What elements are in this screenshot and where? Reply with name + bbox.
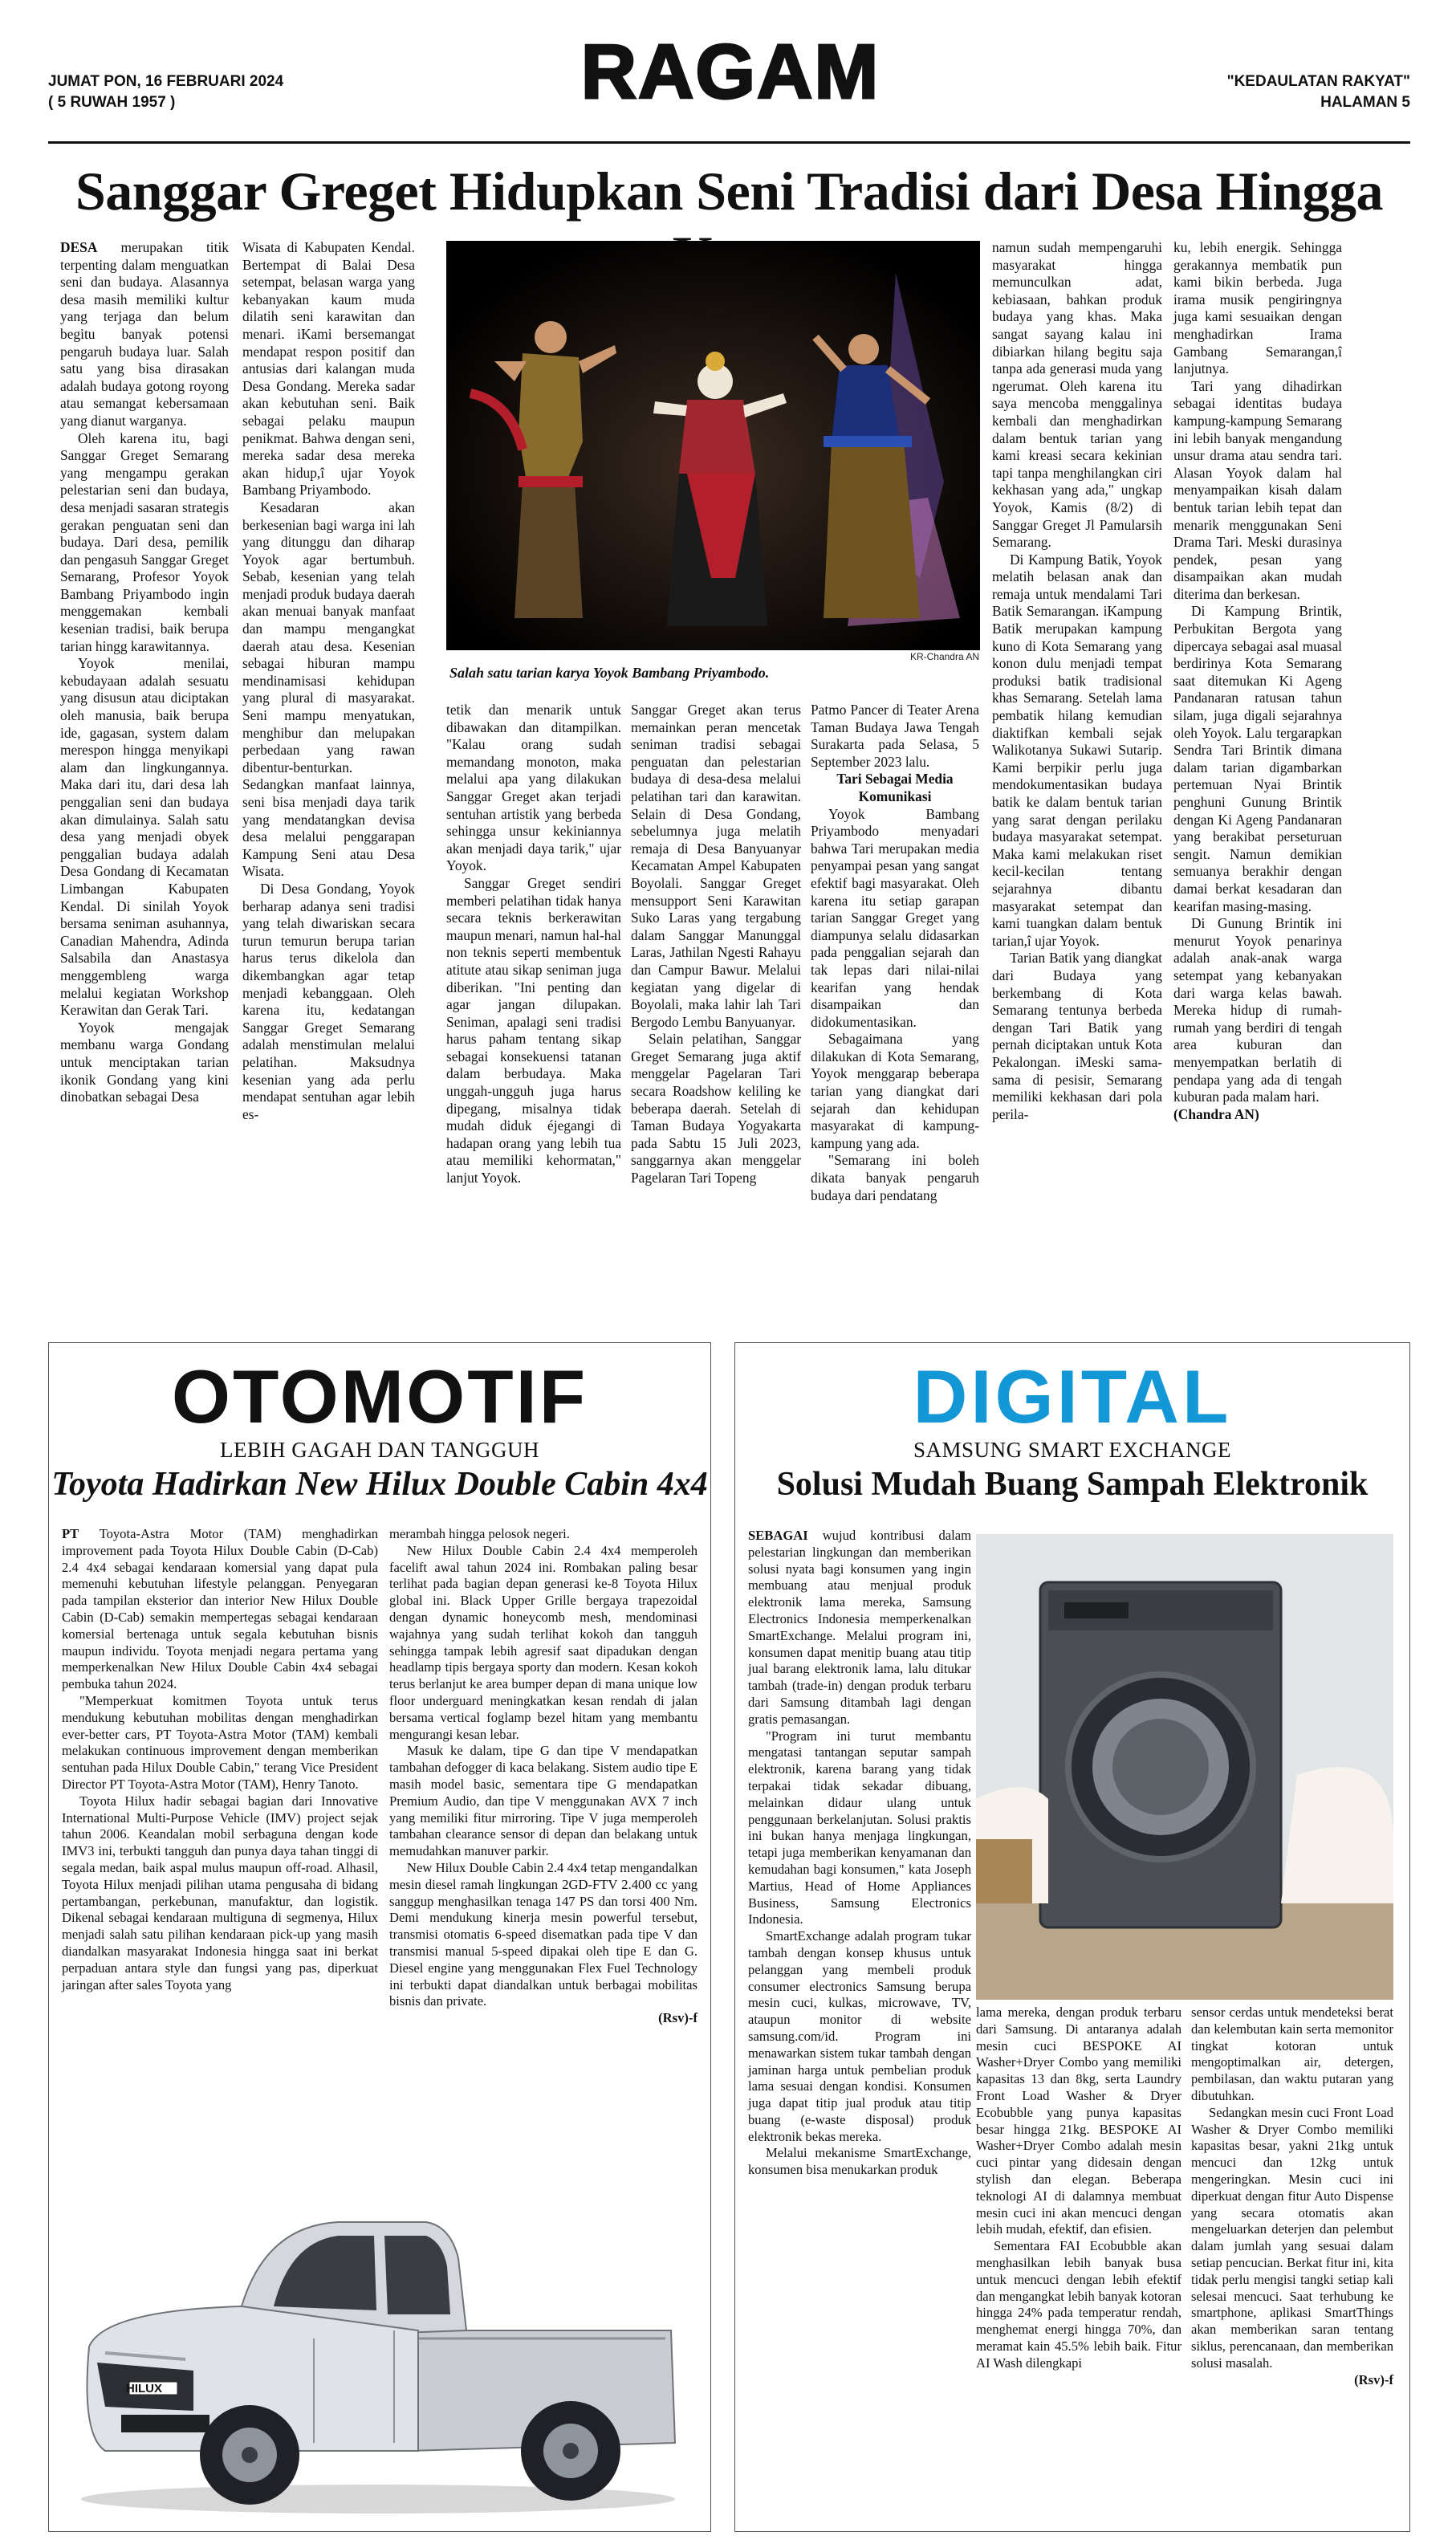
digital-col-3 xyxy=(1191,2005,1393,2388)
paragraph: Sementara FAI Ecobubble akan menghasilkan lebih banyak busa untuk mencuci dengan lebih efektif dan mengangkat lebih banyak kotoran hingga 24% pada temperatur rendah, menghemat energi hingga 70%, dan meramat kain 45.5% lebih baik. Fitur AI Wash dilengkapi xyxy=(976,2238,1181,2371)
paragraph: "Memperkuat komitmen Toyota untuk terus mendukung kebutuhan mobilitas dengan menghadirkan ever-better cars, PT Toyota-Astra Motor (TAM) kembali melakukan continuous improvement dengan memberikan sentuhan pada Hilux Double Cabin," terang Vice President Director PT Toyota-Astra Motor (TAM), Henry Tanoto. xyxy=(62,1692,378,1792)
byline: (Rsv)-f xyxy=(1354,2371,1393,2387)
paragraph: lama mereka, dengan produk terbaru dari Samsung. Di antaranya adalah mesin cuci BESPOKE AI Washer+Dryer Combo yang memiliki kapasitas 13 dan 8kg, serta Laundry Front Load Washer & Dryer Ecobubble yang punya kapasitas besar hingga 21kg. BESPOKE AI Washer+Dryer Combo adalah mesin cuci pintar yang didesain dengan stylish dan elegan. Beberapa teknologi AI di dalamnya membuat mesin cuci ini akan mencuci dengan lebih mudah, efektif, dan efisien. xyxy=(976,2005,1181,2237)
paragraph: Tarian Batik yang diangkat dari Budaya yang berkembang di Kota Semarang tentunya berbeda dengan Tari Batik yang pernah diciptakan untuk Kota Pekalongan. iMeski sama-sama di pesisir, Semarang memiliki kekhasan dari pola perila- xyxy=(992,950,1162,1122)
paragraph: merambah hingga pelosok negeri. xyxy=(389,1526,570,1541)
paragraph: Melalui mekanisme SmartExchange, konsumen bisa menukarkan produk xyxy=(748,2145,971,2178)
otomotif-headline: Toyota Hadirkan New Hilux Double Cabin 4x4 xyxy=(51,1466,708,1503)
paragraph: New Hilux Double Cabin 2.4 4x4 tetap mengandalkan mesin diesel ramah lingkungan 2GD-FTV 2.400 cc yang sanggup menghasilkan tenaga 147 PS dan torsi 400 Nm. Demi mendukung kinerja mesin powerful tersebut, transmisi otomatis 6-speed disematkan pada tipe V dan transmisi manual 5-speed dipakai oleh tipe E dan G. Diesel engine yang menggunakan Flex Fuel Technology ini terbukti dapat diandalkan untuk berbagai mobilitas bisnis dan private. xyxy=(389,1859,697,2009)
paragraph: sensor cerdas untuk mendeteksi berat dan kelembutan kain serta memonitor tingkat kotoran untuk mengoptimalkan air, detergen, pembilasan, dan waktu putaran yang dibutuhkan. xyxy=(1191,2005,1393,2103)
photo-caption: Salah satu tarian karya Yoyok Bambang Priyambodo. xyxy=(449,665,770,681)
page-number: HALAMAN 5 xyxy=(1320,94,1410,111)
main-col-1 xyxy=(60,239,229,1106)
dropcap-lead: PT xyxy=(62,1526,79,1541)
paragraph: Yoyok mengajak membanu warga Gondang untuk menciptakan tarian ikonik Gondang yang kini dinobatkan sebagai Desa xyxy=(60,1019,229,1105)
digital-logo: DIGITAL xyxy=(913,1354,1232,1439)
paragraph: SmartExchange adalah program tukar tambah dengan konsep khusus untuk pelanggan yang membeli produk consumer electronics Samsung berupa mesin cuci, kulkas, microwave, TV, ataupun monitor di website samsung.com/id. Program ini menawarkan sistem tukar tambah dengan jaminan harga untuk pembelian produk lama sesuai dengan kondisi. Konsumen juga dapat titip jual produk atau titip buang (e-waste disposal) produk elektronik bekas mereka. xyxy=(748,1928,971,2144)
edition-date: JUMAT PON, 16 FEBRUARI 2024 xyxy=(48,73,284,90)
main-col-3 xyxy=(446,702,621,1187)
dropcap-lead: DESA xyxy=(60,239,98,255)
otomotif-section xyxy=(48,1342,711,2532)
main-col-4 xyxy=(631,702,801,1187)
digital-col-1 xyxy=(748,1528,971,2179)
digital-section xyxy=(734,1342,1410,2532)
paragraph: Yoyok Bambang Priyambodo menyadari bahwa Tari merupakan media penyampai pesan yang sangat efektif bagi masyarakat. Oleh karena itu setiap garapan tarian Sanggar Greget yang diampunya selalu didasarkan pada penggalian sejarah dan tak lepas dari nilai-nilai kearifan yang hendak disampaikan dan didokumentasikan. xyxy=(811,805,979,1030)
paragraph: "Semarang ini boleh dikata banyak pengaruh budaya dari pendatang xyxy=(811,1152,979,1203)
paragraph: Kesadaran akan berkesenian bagi warga ini lah yang ditunggu dan diharap Yoyok agar bertumbuh. Sebab, kesenian yang telah menjadi produk budaya daerah akan menuai banyak manfaat dan mampu mengangkat daerah atau desa. Kesenian sebagai hiburan mampu mendinamisasi kehidupan yang plural di masyarakat. Seni mampu menyatukan, menghibur dan melupakan perbedaan yang rawan dibentur-benturkan. Sedangkan manfaat lainnya, seni bisa menjadi daya tarik yang mendatangkan devisa desa melalui penggarapan Kampung Seni atau Desa Wisata. xyxy=(242,499,415,880)
paragraph: Di Kampung Brintik, Perbukitan Bergota yang dipercaya sebagai asal muasal berdirinya Kota Semarang saat ditemukan Ki Ageng Pandanaran ratusan tahun silam, juga digali sejarahnya oleh Yoyok. Lalu tergarapkan Sendra Tari Brintik dimana dalam tarian digambarkan pertemuan Nyai Brintik penghuni Gunung Brintik dengan Ki Ageng Pandanaran yang berakibat perseturuan sengit. Namun demikian semuanya berakhir dengan damai berkat kesadaran dan kearifan masing-masing. xyxy=(1173,603,1342,914)
main-col-6 xyxy=(992,239,1162,1123)
paragraph: Patmo Pancer di Teater Arena Taman Budaya Jawa Tengah Surakarta pada Selasa, 5 September 2023 lalu. xyxy=(811,702,979,770)
paragraph: Sanggar Greget sendiri memberi pelatihan tidak hanya secara teknis berkerawitan maupun menari, namun hal-hal non teknis seperti membentuk atitute atau sikap seniman juga diberikan. "Ini penting dan agar jangan dilupakan. Seniman, apalagi seni tradisi harus paham tentang sikap sebagai konsekuensi tatanan dalam berbudaya. Maka unggah-ungguh juga harus dipegang, misalnya tidak mudah diduk éjegangi di hadapan orang yang lebih tua atau memiliki kehormatan," lanjut Yoyok. xyxy=(446,874,621,1186)
paragraph: Di Desa Gondang, Yoyok berharap adanya seni tradisi yang telah diwariskan secara turun temurun berupa tarian harus terus dikelola dan dikembangkan agar tetap menjadi kebanggaan. Oleh karena itu, kedatangan Sanggar Greget Semarang adalah menstimulan melalui pelatihan. Maksudnya kesenian yang ada perlu mendapat sentuhan agar lebih es- xyxy=(242,880,415,1122)
photo-credit: KR-Chandra AN xyxy=(909,651,979,662)
paragraph: Sedangkan mesin cuci Front Load Washer & Dryer Combo memiliki kapasitas besar, yakni 21kg untuk mencuci dan 12kg untuk mengeringkan. Mesin cuci ini diperkuat dengan fitur Auto Dispense yang secara otomatis akan mengeluarkan deterjen dan pelembut dalam jumlah yang sesuai dalam setiap pencucian. Berkat fitur ini, kita tidak perlu mengisi tangki setiap kali selesai mencuci. Saat terhubung ke smartphone, aplikasi SmartThings akan memberikan saran tentang siklus, perencanaan, dan memberikan solusi masalah. xyxy=(1191,2104,1393,2371)
otomotif-logo: OTOMOTIF xyxy=(171,1354,588,1439)
dancers-illustration xyxy=(446,241,980,650)
otomotif-kicker: LEBIH GAGAH DAN TANGGUH xyxy=(219,1438,540,1462)
paragraph: Toyota-Astra Motor (TAM) menghadirkan improvement pada Toyota Hilux Double Cabin (D-Cab) 2.4 4x4 sebagai kendaraan komersial yang dapat pula memenuhi kebutuhan lifestyle pelanggan. Penyegaran pada tampilan eksterior dan interior New Hilux Double Cabin (D-Cab) semakin mempertegas sebagai kendaraan komersial bertenaga untuk segala kebutuhan bisnis maupun individu. Toyota menjadi negara pertama yang memperkenalkan New Hilux Double Cabin 4x4 sebagai pembuka tahun 2024. xyxy=(62,1526,378,1692)
subheading: Tari Sebagai Media Komunikasi xyxy=(836,771,954,804)
paragraph: Tari yang dihadirkan sebagai identitas budaya kampung-kampung Semarang ini lebih banyak mengandung unsur drama atau sendra tari. Alasan Yoyok dalam hal menyampaikan kisah dalam bentuk tarian lebih tepat dan menarik menggunakan Seni Drama Tari. Meski durasinya pendek, pesan yang disampaikan akan mudah diterima dan berkesan. xyxy=(1173,377,1342,602)
byline: (Chandra AN) xyxy=(1173,1105,1259,1122)
paragraph: Oleh karena itu, bagi Sanggar Greget Semarang yang mengampu gerakan pelestarian seni dan budaya, desa menjadi sasaran strategis gerakan penguatan seni dan budaya. Dari desa, pemilik dan pengasuh Sanggar Greget Semarang, Profesor Yoyok Bambang Priyambodo ingin menggemakan kembali kesenian tradisi, baik berupa tarian hingg karawitannya. xyxy=(60,429,229,654)
paragraph: Sanggar Greget akan terus memainkan peran mencetak seniman tradisi sebagai penguatan dan pelestarian budaya di desa-desa melalui pelatihan tari dan karawitan. Selain di Desa Gondang, sebelumnya juga melatih remaja di Desa Banyuanyar Kecamatan Ampel Kabupaten Boyolali. Sanggar Greget mensupport Seni Karawitan Suko Laras yang tergabung dalam Sanggar Manunggal Laras, Jathilan Ngesti Rahayu dan Campur Bawur. Melalui kegiatan yang digelar di Boyolali, maka lahir lah Tari Bergodo Lembu Banyuanyar. xyxy=(631,702,801,1030)
dropcap-lead: SEBAGAI xyxy=(748,1528,808,1543)
paragraph: tetik dan menarik untuk dibawakan dan ditampilkan. "Kalau orang sudah memandang monoton, maka melalui apa yang dilakukan Sanggar Greget akan terjadi sentuhan artistik yang berbeda sehingga unsur kekiniannya akan menjadi daya tarik," ujar Yoyok. xyxy=(446,702,621,874)
washer-dryer-image xyxy=(976,1534,1393,2000)
javanese-date: ( 5 RUWAH 1957 ) xyxy=(48,94,176,111)
paragraph: ku, lebih energik. Sehingga gerakannya membatik pun kami bikin berbeda. Juga irama musik pengiringnya juga kami sesuaikan dengan menghadirkan Irama Gambang Semarangan,î lanjutnya. xyxy=(1173,239,1342,377)
paragraph: merupakan titik terpenting dalam menguatkan seni dan budaya. Alasannya desa masih memiliki kultur yang terjaga dan belum begitu banyak potensi pengaruh budaya luar. Salah satu yang bisa dirasakan adalah budaya gotong royong atau semangat kebersamaan yang dianut warganya. xyxy=(60,239,229,429)
paragraph: Di Gunung Brintik ini menurut Yoyok penarinya adalah anak-anak warga setempat yang kebanyakan dari warga kelas bawah. Mereka hidup di rumah-rumah yang berdiri di tengah area kuburan dan menyempatkan berlatih di pendapa yang ada di tengah kuburan pada malam hari. xyxy=(1173,915,1342,1105)
digital-col-2 xyxy=(976,2005,1181,2372)
paragraph: New Hilux Double Cabin 2.4 4x4 memperoleh facelift awal tahun 2024 ini. Rombakan paling besar terlihat pada bagian depan generasi ke-8 Toyota Hilux global ini. Black Upper Grille bergaya trapezoidal dengan dynamic honeycomb mesh, mendominasi wajahnya yang sudah terlihat kokoh dan tangguh sehingga tampak lebih agresif saat dipadukan dengan headlamp tipis bergaya sporty dan modern. Kesan kokoh terus berlanjut ke area bumper depan di mana unique low floor underguard meningkatkan kesan rendah di jalan bersama vertical foglamp bezel hitam yang membantu mengurangi kesan lebar. xyxy=(389,1542,697,1742)
main-col-7 xyxy=(1173,239,1342,1123)
car-badge: HILUX xyxy=(126,2382,162,2395)
digital-kicker: SAMSUNG SMART EXCHANGE xyxy=(913,1438,1231,1462)
paragraph: "Program ini turut membantu mengatasi tantangan seputar sampah elektronik, karena barang yang tidak terpakai tidak sekadar dibuang, melainkan didaur ulang untuk penggunaan berkelanjutan. Solusi praktis ini bukan hanya menjaga lingkungan, tetapi juga memberikan kenyamanan dan kemudahan bagi konsumen," kata Joseph Martius, Head of Home Appliances Business, Samsung Electronics Indonesia. xyxy=(748,1728,971,1927)
main-col-5 xyxy=(811,702,979,1204)
masthead-logo: RAGAM xyxy=(580,29,881,115)
main-headline: Sanggar Greget Hidupkan Seni Tradisi dari Desa Hingga xyxy=(75,161,1384,222)
paragraph: Wisata di Kabupaten Kendal. Bertempat di Balai Desa setempat, belasan warga yang kebanyakan kaum muda dilatih seni karawitan dan menari. iKami bersemangat mendapat respon positif dan antusias dari kalangan muda Desa Gondang. Mereka sadar akan kebutuhan seni. Baik sebagai pelaku maupun penikmat. Bahwa dengan seni, mereka sadar desa mereka akan hidup,î ujar Yoyok Bambang Priyambodo. xyxy=(242,239,415,499)
main-col-2 xyxy=(242,239,415,1123)
digital-headline: Solusi Mudah Buang Sampah Elektronik xyxy=(776,1466,1369,1503)
paragraph: namun sudah mempengaruhi masyarakat hingga memunculkan adat, kebiasaan, bahkan produk budaya yang khas. Maka sangat sayang kalau ini dibiarkan hilang begitu saja tanpa ada generasi muda yang ngerumat. Oleh karena itu saya mencoba menggalinya kembali dan menghadirkan dalam bentuk tarian yang kami kreasi secara kekinian tapi tanpa menghilangkan ciri kekhasan yang ada," ungkap Yoyok, Kamis (8/2) di Sanggar Greget Jl Pamularsih Semarang. xyxy=(992,239,1162,551)
hilux-car-image xyxy=(73,2210,683,2523)
paragraph: Di Kampung Batik, Yoyok melatih belasan anak dan remaja untuk mendalami Tari Batik Semarangan. iKampung Batik merupakan kampung kuno di Kota Semarang yang konon dulu menjadi tempat produksi batik tradisional khas Semarang. Setelah lama pembatik hilang kemudian diaktifkan kembali sejak Walikotanya Sukawi Sutarip. Kami berpikir perlu juga mendokumentasikan budaya batik ke dalam bentuk tarian yang sarat dengan perilaku budaya masyarakat setempat. Maka kami melakukan riset kecil-kecilan tentang sejarahnya dibantu masyarakat setempat dan kami tuangkan dalam bentuk tarian,î ujar Yoyok. xyxy=(992,551,1162,949)
paragraph: Masuk ke dalam, tipe G dan tipe V mendapatkan tambahan defogger di kaca belakang. Sistem audio tipe E masih model basic, sementara tipe G mendapatkan Premium Audio, dan tipe V menggunakan AVX 7 inch yang memiliki fitur mirroring. Tipe V juga memperoleh tambahan clearance sensor di depan dan belakang untuk memudahkan manuver parkir. xyxy=(389,1743,697,1859)
otomotif-col-1 xyxy=(62,1526,378,1993)
paragraph: Sebagaimana yang dilakukan di Kota Semarang, Yoyok menggarap beberapa tarian yang diangkat dari sejarah dan kehidupan masyarakat di kampung-kampung yang ada. xyxy=(811,1031,979,1151)
otomotif-col-2 xyxy=(389,1526,697,2027)
paragraph: Selain pelatihan, Sanggar Greget Semarang juga aktif menggelar Pagelaran Tari secara Roadshow keliling ke beberapa daerah. Setelah di Taman Budaya Yogyakarta pada Sabtu 15 Juli 2023, sanggarnya akan menggelar Pagelaran Tari Topeng xyxy=(631,1031,801,1186)
dance-photo xyxy=(446,241,980,650)
byline: (Rsv)-f xyxy=(658,2010,697,2026)
paragraph: wujud kontribusi dalam pelestarian lingkungan dan memberikan solusi nyata bagi konsumen yang ingin membuang atau menjual produk elektronik lama mereka, Samsung Electronics Indonesia memperkenalkan SmartExchange. Melalui program ini, konsumen dapat menitip buang atau titip jual barang elektronik lama, lalu ditukar tambah (trade-in) dengan produk terbaru dari Samsung ditambah lagi dengan gratis pemasangan. xyxy=(748,1528,971,1727)
paper-name: "KEDAULATAN RAKYAT" xyxy=(1226,73,1410,90)
paragraph: Toyota Hilux hadir sebagai bagian dari Innovative International Multi-Purpose Vehicle (IMV) project sejak tahun 2006. Keandalan mobil serbaguna dengan kode IMV3 ini, terbukti tangguh dan punya daya tahan tinggi di segala medan, baik aspal mulus maupun off-road. Alhasil, Toyota Hilux menjadi pilihan utama pengusaha di bidang pertambangan, perkebunan, manufaktur, dan logistik. Dikenal sebagai kendaraan multiguna di segmenya, Hilux menjadi salah satu pilihan kendaraan pick-up yang masih diandalkan masyarakat Indonesia hingga saat ini berkat perpaduan antara style dan fungsi yang pas, diperkuat jaringan after sales Toyota yang xyxy=(62,1793,378,1992)
paragraph: Yoyok menilai, kebudayaan adalah sesuatu yang disusun atau diciptakan oleh manusia, baik berupa ide, gagasan, system dalam merespon hingga menyikapi alam dan lingkungannya. Maka dari itu, dari desa lah penggalian seni dan budaya akan dimulainya. Salah satu desa yang menjadi obyek penggalian budaya adalah Desa Gondang di Kecamatan Limbangan Kabupaten Kendal. Di sinilah Yoyok bersama seniman asuhannya, Canadian Mahendra, Adinda Salsabila dan Anastasya menggembleng warga melalui kegiatan Workshop Kerawitan dan Gerak Tari. xyxy=(60,655,229,1019)
header-rule xyxy=(48,141,1410,144)
